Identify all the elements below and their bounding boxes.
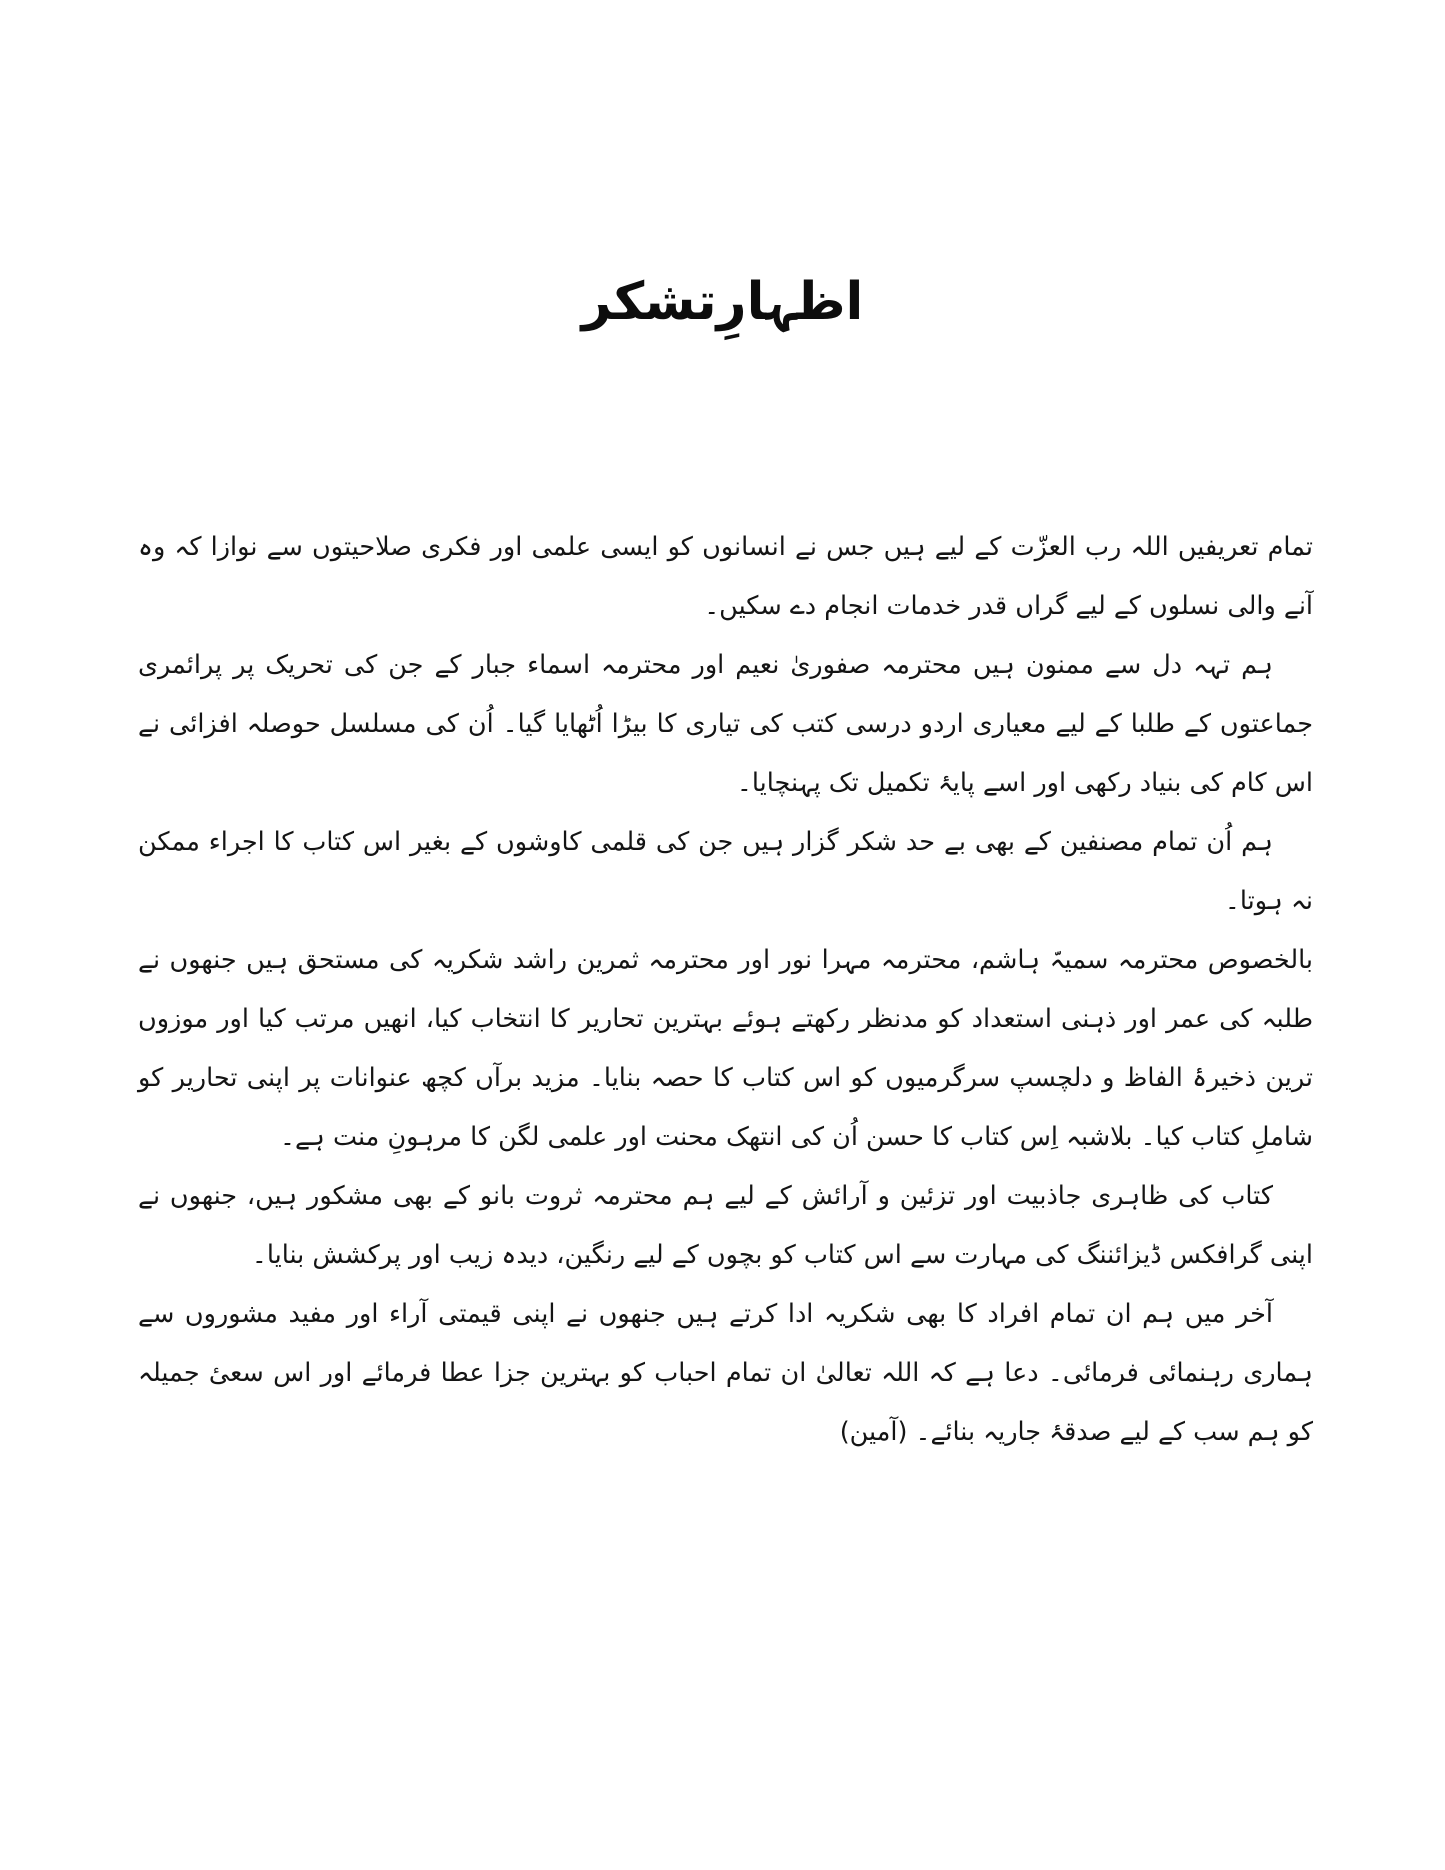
- paragraph-praise: تمام تعریفیں اللہ رب العزّت کے لیے ہیں جس نے انسانوں کو ایسی علمی اور فکری صلاحیتوں سے نوازا کہ وہ آنے والی نسلوں کے لیے گراں قدر خدمات انجام دے سکیں۔: [138, 532, 1313, 621]
- body-text: [138, 518, 1313, 1462]
- paragraph-gratitude-initiators: ہم تہہ دل سے ممنون ہیں محترمہ صفوریٰ نعیم اور محترمہ اسماء جبار کے جن کی تحریک پر پرائمری جماعتوں کے طلبا کے لیے معیاری اردو درسی کتب کی تیاری کا بیڑا اُٹھایا گیا۔ اُن کی مسلسل حوصلہ افزائی نے اس کام کی بنیاد رکھی اور اسے پایۂ تکمیل تک پہنچایا۔: [138, 650, 1313, 798]
- paragraph-closing-prayer: آخر میں ہم ان تمام افراد کا بھی شکریہ ادا کرتے ہیں جنھوں نے اپنی قیمتی آراء اور مفید مشوروں سے ہماری رہنمائی فرمائی۔ دعا ہے کہ اللہ تعالیٰ ان تمام احباب کو بہترین جزا عطا فرمائے اور اس سعیٔ جمیلہ کو ہم سب کے لیے صدقۂ جاریہ بنائے۔ (آمین): [138, 1299, 1313, 1447]
- paragraph-gratitude-authors: ہم اُن تمام مصنفین کے بھی بے حد شکر گزار ہیں جن کی قلمی کاوشوں کے بغیر اس کتاب کا اجراء ممکن نہ ہوتا۔: [138, 827, 1313, 916]
- paragraph-gratitude-editors: بالخصوص محترمہ سمیہّ ہاشم، محترمہ مہرا نور اور محترمہ ثمرین راشد شکریہ کی مستحق ہیں جنھوں نے طلبہ کی عمر اور ذہنی استعداد کو مدنظر رکھتے ہوئے بہترین تحاریر کا انتخاب کیا، انھیں مرتب کیا اور موزوں ترین ذخیرۂ الفاظ و دلچسپ سرگرمیوں کو اس کتاب کا حصہ بنایا۔ مزید برآں کچھ عنوانات پر اپنی تحاریر کو شاملِ کتاب کیا۔ بلاشبہ اِس کتاب کا حسن اُن کی انتھک محنت اور علمی لگن کا مرہونِ منت ہے۔: [138, 945, 1313, 1152]
- paragraph-gratitude-designer: کتاب کی ظاہری جاذبیت اور تزئین و آرائش کے لیے ہم محترمہ ثروت بانو کے بھی مشکور ہیں، جنھوں نے اپنی گرافکس ڈیزائننگ کی مہارت سے اس کتاب کو بچوں کے لیے رنگین، دیدہ زیب اور پرکشش بنایا۔: [138, 1181, 1313, 1270]
- page-title: اظہارِتشکر: [581, 272, 864, 332]
